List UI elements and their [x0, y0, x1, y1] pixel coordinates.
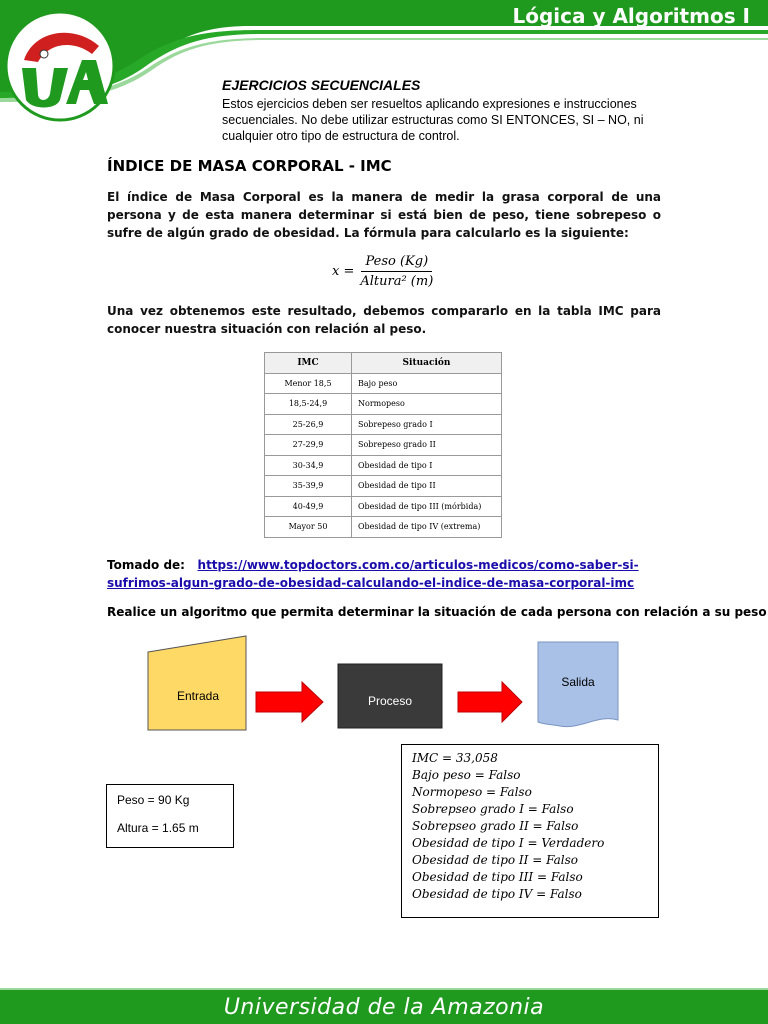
input-values-box — [106, 784, 234, 848]
output-line: Sobrepseo grado II = Falso — [412, 819, 579, 833]
proceso-label: Proceso — [367, 694, 413, 708]
formula-numerator: Peso (Kg) — [361, 254, 432, 272]
table-row — [265, 435, 502, 456]
output-line: Bajo peso = Falso — [412, 768, 521, 782]
output-line: Obesidad de tipo IV = Falso — [412, 887, 582, 901]
table-cell-imc: Menor 18,5 — [265, 373, 352, 394]
input-peso: Peso = 90 Kg — [117, 793, 190, 807]
table-header-situacion: Situación — [352, 353, 502, 374]
proceso-shape — [338, 664, 442, 728]
table-cell-situacion: Obesidad de tipo II — [352, 476, 502, 497]
table-cell-imc: 35-39,9 — [265, 476, 352, 497]
table-row — [265, 394, 502, 415]
formula-denominator: Altura² (m) — [360, 274, 434, 289]
table-row — [265, 414, 502, 435]
table-cell-imc: 30-34,9 — [265, 455, 352, 476]
table-cell-situacion: Obesidad de tipo I — [352, 455, 502, 476]
table-row — [265, 455, 502, 476]
table-cell-imc: Mayor 50 — [265, 517, 352, 538]
header-title: Lógica y Algoritmos I — [512, 4, 750, 28]
table-row — [265, 517, 502, 538]
university-logo — [4, 10, 116, 122]
flow-diagram — [140, 630, 640, 740]
table-header-row — [265, 353, 502, 374]
table-cell-situacion: Bajo peso — [352, 373, 502, 394]
imc-compare-paragraph: Una vez obtenemos este resultado, debemos compararlo en la tabla IMC para conocer nuestra situación con relación al peso. — [107, 304, 661, 336]
output-line: Obesidad de tipo I = Verdadero — [412, 836, 605, 850]
task-statement: Realice un algoritmo que permita determinar la situación de cada persona con relación a su peso — [107, 605, 767, 619]
exercises-description: Estos ejercicios deben ser resueltos aplicando expresiones e instrucciones secuenciales. No debe utilizar estructuras como SI ENTONCES, SI – NO, ni cualquier otro tipo de estructura de control. — [222, 97, 644, 143]
imc-table — [264, 352, 502, 538]
table-row — [265, 496, 502, 517]
table-cell-imc: 27-29,9 — [265, 435, 352, 456]
imc-intro-paragraph: El índice de Masa Corporal es la manera de medir la grasa corporal de una persona y de esta manera determinar si está bien de peso, tiene sobrepeso o sufre de algún grado de obesidad. La fórmula para calcularlo es la siguiente: — [107, 190, 661, 240]
salida-shape — [538, 642, 618, 727]
table-row — [265, 373, 502, 394]
output-line: Obesidad de tipo III = Falso — [412, 870, 583, 884]
table-cell-situacion: Obesidad de tipo III (mórbida) — [352, 496, 502, 517]
table-header-imc: IMC — [265, 353, 352, 374]
table-cell-imc: 40-49,9 — [265, 496, 352, 517]
salida-label: Salida — [561, 675, 595, 689]
output-values-box — [401, 744, 659, 918]
table-cell-situacion: Normopeso — [352, 394, 502, 415]
exercises-heading: EJERCICIOS SECUENCIALES — [222, 77, 421, 93]
table-row — [265, 476, 502, 497]
table-cell-imc: 18,5-24,9 — [265, 394, 352, 415]
output-line: IMC = 33,058 — [412, 751, 498, 765]
source-link[interactable]: https://www.topdoctors.com.co/articulos-medicos/como-saber-si-sufrimos-algun-grado-de-obesidad-calculando-el-indice-de-masa-corporal-imc — [107, 558, 639, 590]
output-line: Sobrepseo grado I = Falso — [412, 802, 574, 816]
table-cell-situacion: Obesidad de tipo IV (extrema) — [352, 517, 502, 538]
table-cell-situacion: Sobrepeso grado I — [352, 414, 502, 435]
arrow-entrada-proceso — [256, 682, 323, 722]
bmi-formula — [332, 254, 433, 289]
imc-heading: ÍNDICE DE MASA CORPORAL - IMC — [107, 157, 392, 175]
input-altura: Altura = 1.65 m — [117, 821, 199, 835]
entrada-label: Entrada — [176, 689, 220, 703]
output-line: Normopeso = Falso — [412, 785, 532, 799]
entrada-shape — [148, 636, 246, 730]
table-cell-imc: 25-26,9 — [265, 414, 352, 435]
source-label: Tomado de: — [107, 558, 185, 572]
source-citation — [107, 556, 661, 592]
arrow-proceso-salida — [458, 682, 522, 722]
output-line: Obesidad de tipo II = Falso — [412, 853, 578, 867]
footer-text: Universidad de la Amazonia — [223, 995, 545, 1020]
formula-lhs: x = — [332, 264, 355, 279]
table-cell-situacion: Sobrepeso grado II — [352, 435, 502, 456]
